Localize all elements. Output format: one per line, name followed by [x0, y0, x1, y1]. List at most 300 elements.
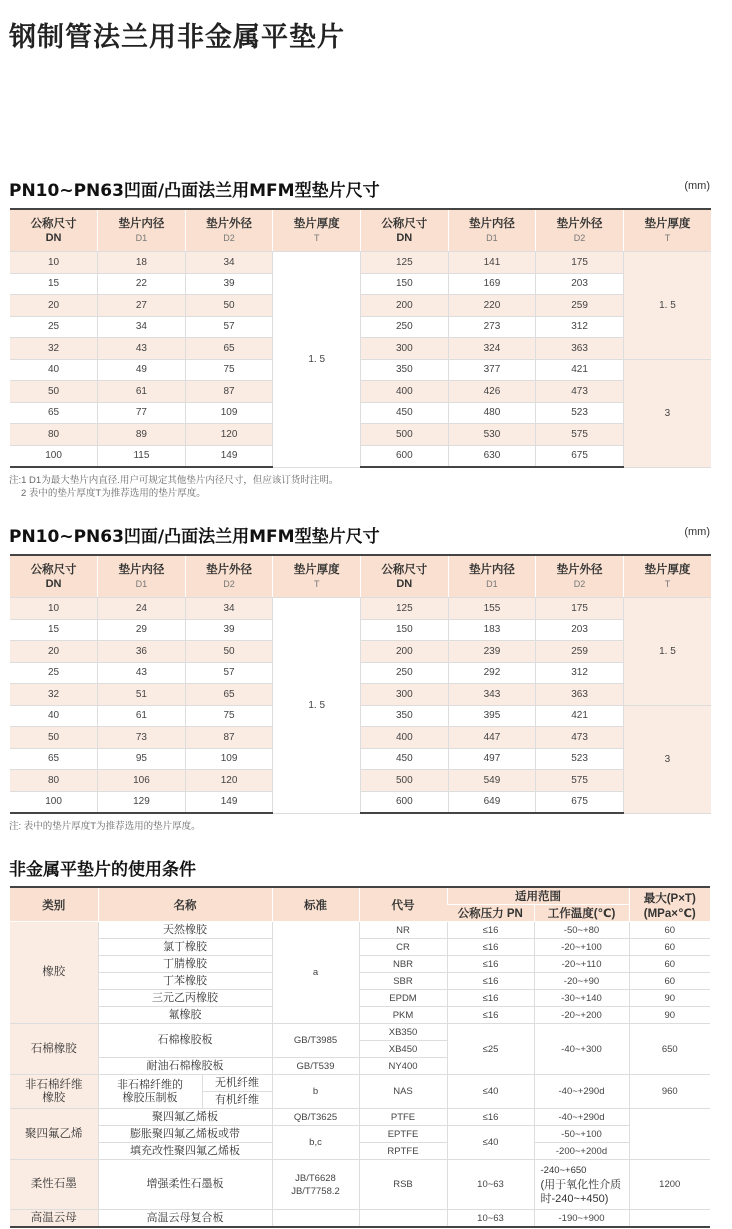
- left-cell: 10: [10, 598, 98, 620]
- temperature-cell: -40~+290d: [534, 1109, 629, 1126]
- header-cell: [273, 209, 361, 252]
- left-cell: 51: [98, 684, 186, 706]
- left-cell: 61: [98, 705, 186, 727]
- right-cell: 220: [448, 295, 536, 317]
- code-cell: EPDM: [359, 990, 447, 1007]
- right-cell: 400: [361, 727, 449, 749]
- gasket-dimension-table-2: [10, 554, 711, 814]
- left-cell: 43: [98, 338, 186, 360]
- material-name: 填充改性聚四氟乙烯板: [98, 1143, 272, 1160]
- header-sub: D2: [573, 232, 586, 243]
- standard-cell: [272, 1160, 359, 1210]
- category-graphite: 柔性石墨: [10, 1160, 98, 1210]
- left-cell: 106: [98, 770, 186, 792]
- left-cell: 40: [10, 705, 98, 727]
- header-sub: T: [664, 578, 671, 589]
- temperature-cell: -20~+90: [534, 973, 629, 990]
- max-cell: 650: [629, 1024, 710, 1075]
- code-cell: [359, 1210, 447, 1228]
- right-cell: 200: [361, 295, 449, 317]
- section2-note: 注: 表中的垫片厚度T为推荐选用的垫片厚度。: [9, 821, 201, 832]
- left-cell: 120: [185, 770, 273, 792]
- pressure-cell: ≤16: [447, 956, 534, 973]
- pressure-cell: ≤40: [447, 1126, 534, 1160]
- standard-cell: b,c: [272, 1126, 359, 1160]
- material-name: 丁苯橡胶: [98, 973, 272, 990]
- right-cell: 523: [536, 748, 624, 770]
- category-rubber: 橡胶: [10, 922, 98, 1024]
- left-cell: 25: [10, 662, 98, 684]
- header-sub: T: [664, 232, 671, 243]
- max-cell: 60: [629, 973, 710, 990]
- category-ptfe: 聚四氟乙烯: [10, 1109, 98, 1160]
- table-row: [10, 791, 711, 813]
- left-cell: 149: [185, 445, 273, 467]
- right-cell: 324: [448, 338, 536, 360]
- right-cell: 200: [361, 641, 449, 663]
- left-cell: 75: [185, 359, 273, 381]
- standard-cell: b: [272, 1075, 359, 1109]
- temperature-cell: -30~+140: [534, 990, 629, 1007]
- section1-unit: (mm): [684, 180, 710, 192]
- section1-note-line2: 2 表中的垫片厚度T为推荐选用的垫片厚度。: [21, 488, 206, 499]
- code-cell: RPTFE: [359, 1143, 447, 1160]
- pressure-cell: ≤25: [447, 1024, 534, 1075]
- section1-note-line1: 注:1 D1为最大垫片内直径.用户可规定其他垫片内径尺寸，但应该订货时注明。: [9, 475, 339, 486]
- left-cell: 32: [10, 338, 98, 360]
- right-cell: 500: [361, 424, 449, 446]
- left-cell: 24: [98, 598, 186, 620]
- usage-conditions-table: [10, 886, 710, 1228]
- table-row: [10, 641, 711, 663]
- temperature-cell: -40~+290d: [534, 1075, 629, 1109]
- table-row: [10, 338, 711, 360]
- right-cell: 400: [361, 381, 449, 403]
- header-sub: DN: [45, 577, 62, 590]
- table-row: [10, 662, 711, 684]
- right-cell: 421: [536, 705, 624, 727]
- right-cell: 350: [361, 359, 449, 381]
- right-cell: 675: [536, 791, 624, 813]
- header-code: 代号: [359, 887, 447, 922]
- right-cell: 363: [536, 338, 624, 360]
- table-row: [10, 445, 711, 467]
- header-max-bottom: (MPa×℃): [643, 907, 696, 920]
- left-cell: 57: [185, 662, 273, 684]
- left-cell: 65: [185, 338, 273, 360]
- table-row: [10, 748, 711, 770]
- left-cell: 29: [98, 619, 186, 641]
- left-cell: 109: [185, 748, 273, 770]
- max-cell: 90: [629, 990, 710, 1007]
- category-line1: 非石棉纤维: [25, 1078, 83, 1091]
- code-cell: NR: [359, 922, 447, 939]
- left-cell: 57: [185, 316, 273, 338]
- pressure-cell: ≤16: [447, 973, 534, 990]
- right-cell: 169: [448, 273, 536, 295]
- left-cell: 61: [98, 381, 186, 403]
- table-row: [10, 770, 711, 792]
- header-temperature: 工作温度(℃): [534, 905, 629, 922]
- left-cell: 100: [10, 791, 98, 813]
- left-cell: 120: [185, 424, 273, 446]
- right-cell: 155: [448, 598, 536, 620]
- header-sub: D2: [573, 578, 586, 589]
- page-title: 钢制管法兰用非金属平垫片: [9, 22, 345, 53]
- table-row: [10, 273, 711, 295]
- right-cell: 125: [361, 598, 449, 620]
- left-cell: 89: [98, 424, 186, 446]
- standard-line1: JB/T6628: [295, 1172, 336, 1184]
- right-cell: 600: [361, 445, 449, 467]
- right-cell: 575: [536, 424, 624, 446]
- material-name-line2: 橡胶压制板: [122, 1091, 178, 1104]
- left-cell: 25: [10, 316, 98, 338]
- pressure-cell: ≤16: [447, 939, 534, 956]
- pressure-cell: ≤40: [447, 1075, 534, 1109]
- category-mica: 高温云母: [10, 1210, 98, 1228]
- header-sub: DN: [45, 231, 62, 244]
- right-cell: 312: [536, 662, 624, 684]
- table-row: [10, 424, 711, 446]
- section1-note: [9, 474, 338, 500]
- right-cell: 523: [536, 402, 624, 424]
- pressure-cell: 10~63: [447, 1160, 534, 1210]
- header-cell: [10, 555, 98, 598]
- standard-line2: JB/T7758.2: [291, 1185, 340, 1197]
- table-row: [10, 295, 711, 317]
- temperature-cell: -200~+200d: [534, 1143, 629, 1160]
- header-cn: 垫片外径: [206, 563, 253, 576]
- right-cell: 473: [536, 381, 624, 403]
- left-cell: 39: [185, 273, 273, 295]
- section2-unit: (mm): [684, 526, 710, 538]
- max-cell: 60: [629, 939, 710, 956]
- material-name: 石棉橡胶板: [98, 1024, 272, 1058]
- left-cell: 100: [10, 445, 98, 467]
- right-cell: 497: [448, 748, 536, 770]
- left-cell: 109: [185, 402, 273, 424]
- pressure-cell: ≤16: [447, 1007, 534, 1024]
- right-cell: 450: [361, 748, 449, 770]
- table-row: [10, 619, 711, 641]
- temperature-line2: (用于氧化性介质: [540, 1178, 622, 1191]
- table-row: [10, 684, 711, 706]
- code-cell: NY400: [359, 1058, 447, 1075]
- material-name: [98, 1075, 202, 1109]
- right-cell: 250: [361, 662, 449, 684]
- code-cell: XB450: [359, 1041, 447, 1058]
- standard-cell: QB/T3625: [272, 1109, 359, 1126]
- standard-cell: [272, 1210, 359, 1228]
- right-cell: 259: [536, 641, 624, 663]
- material-name: 耐油石棉橡胶板: [98, 1058, 272, 1075]
- left-cell: 50: [185, 295, 273, 317]
- material-name: 增强柔性石墨板: [98, 1160, 272, 1210]
- temperature-cell: -190~+900: [534, 1210, 629, 1228]
- standard-cell: a: [272, 922, 359, 1024]
- left-cell: 20: [10, 641, 98, 663]
- header-sub: DN: [396, 231, 413, 244]
- left-cell: 87: [185, 727, 273, 749]
- header-cell: [536, 209, 624, 252]
- header-max: [629, 887, 710, 922]
- table-row: [10, 359, 711, 381]
- code-cell: NAS: [359, 1075, 447, 1109]
- header-range: 适用范围: [447, 887, 629, 905]
- right-cell: 350: [361, 705, 449, 727]
- code-cell: EPTFE: [359, 1126, 447, 1143]
- left-cell: 80: [10, 424, 98, 446]
- material-subtype: 有机纤维: [202, 1092, 272, 1109]
- header-sub: D2: [223, 578, 235, 589]
- left-cell: 73: [98, 727, 186, 749]
- header-sub: D1: [486, 232, 498, 243]
- right-cell: 292: [448, 662, 536, 684]
- material-name: 氟橡胶: [98, 1007, 272, 1024]
- left-cell: 115: [98, 445, 186, 467]
- code-cell: CR: [359, 939, 447, 956]
- header-name: 名称: [98, 887, 272, 922]
- header-category: 类别: [10, 887, 98, 922]
- table-row: [10, 252, 711, 274]
- pressure-cell: ≤16: [447, 922, 534, 939]
- header-sub: T: [313, 578, 320, 589]
- right-cell: 530: [448, 424, 536, 446]
- table-row: [10, 598, 711, 620]
- left-cell: 50: [10, 727, 98, 749]
- right-cell: 183: [448, 619, 536, 641]
- header-cn: 垫片外径: [206, 217, 253, 230]
- right-cell: 421: [536, 359, 624, 381]
- temperature-cell: [534, 1160, 629, 1210]
- section3-heading: 非金属平垫片的使用条件: [9, 860, 196, 880]
- right-cell: 473: [536, 727, 624, 749]
- right-cell: 300: [361, 338, 449, 360]
- header-sub: DN: [396, 577, 413, 590]
- right-thickness-top-cell: 1. 5: [623, 252, 711, 360]
- material-name: 膨胀聚四氟乙烯板或带: [98, 1126, 272, 1143]
- left-cell: 15: [10, 273, 98, 295]
- max-cell: 60: [629, 956, 710, 973]
- right-cell: 175: [536, 252, 624, 274]
- material-name-line1: 非石棉纤维的: [117, 1078, 183, 1091]
- right-cell: 273: [448, 316, 536, 338]
- right-cell: 600: [361, 791, 449, 813]
- left-cell: 39: [185, 619, 273, 641]
- max-cell: 90: [629, 1007, 710, 1024]
- header-cn: 公称尺寸: [381, 563, 428, 576]
- left-cell: 129: [98, 791, 186, 813]
- right-cell: 312: [536, 316, 624, 338]
- header-cn: 垫片厚度: [293, 563, 340, 576]
- header-cell: [10, 209, 98, 252]
- left-cell: 20: [10, 295, 98, 317]
- temperature-cell: -40~+300: [534, 1024, 629, 1075]
- temperature-cell: -50~+80: [534, 922, 629, 939]
- left-cell: 34: [185, 252, 273, 274]
- left-cell: 95: [98, 748, 186, 770]
- table-row: [10, 381, 711, 403]
- right-cell: 343: [448, 684, 536, 706]
- right-cell: 675: [536, 445, 624, 467]
- max-cell: [629, 1210, 710, 1228]
- right-cell: 125: [361, 252, 449, 274]
- category-asbestos: 石棉橡胶: [10, 1024, 98, 1075]
- material-name: 天然橡胶: [98, 922, 272, 939]
- left-cell: 27: [98, 295, 186, 317]
- header-sub: D1: [135, 232, 148, 243]
- left-thickness-cell: 1. 5: [273, 598, 361, 814]
- material-name: 丁腈橡胶: [98, 956, 272, 973]
- header-cn: 公称尺寸: [30, 217, 77, 230]
- temperature-line3: 时-240~+450): [540, 1192, 609, 1205]
- header-cell: [536, 555, 624, 598]
- header-standard: 标准: [272, 887, 359, 922]
- left-cell: 65: [10, 748, 98, 770]
- header-pressure: 公称压力 PN: [447, 905, 534, 922]
- header-cell: [623, 209, 711, 252]
- section2-heading: PN10~PN63凹面/凸面法兰用MFM型垫片尺寸: [9, 527, 380, 547]
- left-cell: 18: [98, 252, 186, 274]
- left-cell: 50: [185, 641, 273, 663]
- code-cell: XB350: [359, 1024, 447, 1041]
- right-cell: 450: [361, 402, 449, 424]
- right-cell: 363: [536, 684, 624, 706]
- max-cell: 960: [629, 1075, 710, 1109]
- header-cell: [361, 209, 449, 252]
- temperature-cell: -20~+110: [534, 956, 629, 973]
- header-cn: 垫片内径: [468, 217, 515, 230]
- left-cell: 65: [10, 402, 98, 424]
- material-name: 三元乙丙橡胶: [98, 990, 272, 1007]
- left-thickness-cell: 1. 5: [273, 252, 361, 468]
- header-cn: 垫片外径: [556, 217, 603, 230]
- header-sub: D1: [135, 578, 148, 589]
- gasket-dimension-table-1: [10, 208, 711, 468]
- header-cell: [273, 555, 361, 598]
- right-cell: 426: [448, 381, 536, 403]
- header-cn: 垫片厚度: [293, 217, 340, 230]
- header-cell: [98, 555, 186, 598]
- right-thickness-top-cell: 1. 5: [623, 598, 711, 706]
- code-cell: PKM: [359, 1007, 447, 1024]
- right-cell: 395: [448, 705, 536, 727]
- right-cell: 575: [536, 770, 624, 792]
- standard-cell: GB/T539: [272, 1058, 359, 1075]
- section1-heading: PN10~PN63凹面/凸面法兰用MFM型垫片尺寸: [9, 181, 380, 201]
- material-name: 氯丁橡胶: [98, 939, 272, 956]
- header-sub: D1: [486, 578, 498, 589]
- left-cell: 43: [98, 662, 186, 684]
- pressure-cell: ≤16: [447, 990, 534, 1007]
- code-cell: PTFE: [359, 1109, 447, 1126]
- right-thickness-bottom-cell: 3: [623, 359, 711, 467]
- category-line2: 橡胶: [42, 1091, 66, 1104]
- left-cell: 77: [98, 402, 186, 424]
- category-nonasbestos: [10, 1075, 98, 1109]
- left-cell: 34: [98, 316, 186, 338]
- right-cell: 300: [361, 684, 449, 706]
- left-cell: 87: [185, 381, 273, 403]
- temperature-line1: -240~+650: [540, 1164, 587, 1176]
- table-row: [10, 705, 711, 727]
- left-cell: 22: [98, 273, 186, 295]
- right-cell: 150: [361, 619, 449, 641]
- right-cell: 250: [361, 316, 449, 338]
- right-cell: 500: [361, 770, 449, 792]
- pressure-cell: 10~63: [447, 1210, 534, 1228]
- right-thickness-bottom-cell: 3: [623, 705, 711, 813]
- table-row: [10, 727, 711, 749]
- header-max-top: 最大(P×T): [643, 892, 696, 905]
- left-cell: 75: [185, 705, 273, 727]
- left-cell: 149: [185, 791, 273, 813]
- right-cell: 239: [448, 641, 536, 663]
- table-row: [10, 316, 711, 338]
- left-cell: 49: [98, 359, 186, 381]
- standard-cell: GB/T3985: [272, 1024, 359, 1058]
- header-cell: [361, 555, 449, 598]
- left-cell: 10: [10, 252, 98, 274]
- right-cell: 649: [448, 791, 536, 813]
- code-cell: SBR: [359, 973, 447, 990]
- header-cn: 垫片内径: [118, 217, 165, 230]
- header-cn: 公称尺寸: [30, 563, 77, 576]
- left-cell: 36: [98, 641, 186, 663]
- code-cell: NBR: [359, 956, 447, 973]
- material-name: 聚四氟乙烯板: [98, 1109, 272, 1126]
- header-cell: [185, 209, 273, 252]
- code-cell: RSB: [359, 1160, 447, 1210]
- left-cell: 50: [10, 381, 98, 403]
- right-cell: 630: [448, 445, 536, 467]
- temperature-cell: -50~+100: [534, 1126, 629, 1143]
- header-cn: 垫片外径: [556, 563, 603, 576]
- header-sub: T: [313, 232, 320, 243]
- header-cell: [448, 555, 536, 598]
- left-cell: 65: [185, 684, 273, 706]
- header-sub: D2: [223, 232, 235, 243]
- left-cell: 32: [10, 684, 98, 706]
- right-cell: 377: [448, 359, 536, 381]
- right-cell: 259: [536, 295, 624, 317]
- temperature-cell: -20~+100: [534, 939, 629, 956]
- header-cn: 公称尺寸: [381, 217, 428, 230]
- header-cell: [185, 555, 273, 598]
- material-name: 高温云母复合板: [98, 1210, 272, 1228]
- left-cell: 80: [10, 770, 98, 792]
- left-cell: 15: [10, 619, 98, 641]
- header-cn: 垫片内径: [118, 563, 165, 576]
- pressure-cell: ≤16: [447, 1109, 534, 1126]
- temperature-cell: -20~+200: [534, 1007, 629, 1024]
- left-cell: 34: [185, 598, 273, 620]
- header-cell: [623, 555, 711, 598]
- max-cell: [629, 1109, 710, 1160]
- right-cell: 175: [536, 598, 624, 620]
- right-cell: 203: [536, 619, 624, 641]
- right-cell: 447: [448, 727, 536, 749]
- right-cell: 141: [448, 252, 536, 274]
- table-row: [10, 402, 711, 424]
- header-cell: [448, 209, 536, 252]
- right-cell: 150: [361, 273, 449, 295]
- right-cell: 549: [448, 770, 536, 792]
- header-cn: 垫片内径: [468, 563, 515, 576]
- max-cell: 1200: [629, 1160, 710, 1210]
- right-cell: 203: [536, 273, 624, 295]
